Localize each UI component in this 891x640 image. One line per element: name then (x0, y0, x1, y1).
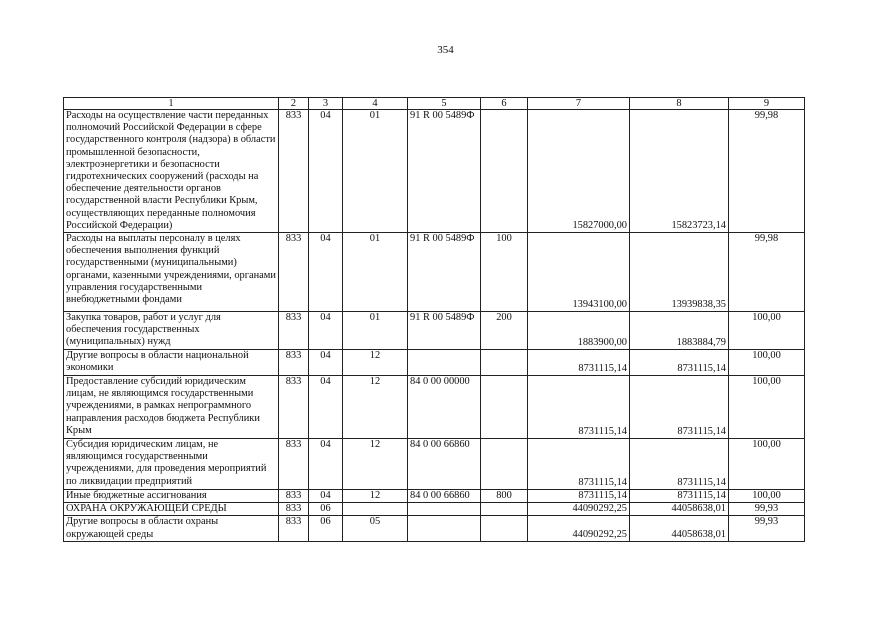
subsection-code: 01 (343, 233, 408, 312)
row-name: Расходы на осуществление части переданных полномочий Российской Федерации в сфере государственного контроля (надзора) в области промышленной безопасности, электроэнергетики и безопасности гидротехнических сооружений (расходы на обеспечение деятельности органов государственной власти Республики Крым, осуществляющих переданные полномочия Российской Федерации) (64, 110, 279, 233)
planned-amount: 8731115,14 (528, 376, 630, 439)
execution-percent: 100,00 (729, 376, 805, 439)
executed-amount: 13939838,35 (630, 233, 729, 312)
target-article-code: 84 0 00 66860 (408, 490, 481, 503)
row-name: Другие вопросы в области охраны окружающей среды (64, 516, 279, 542)
execution-percent: 99,93 (729, 503, 805, 516)
ministry-code: 833 (279, 490, 309, 503)
executed-amount: 15823723,14 (630, 110, 729, 233)
target-article-code: 91 R 00 5489Ф (408, 110, 481, 233)
execution-percent: 100,00 (729, 439, 805, 490)
executed-amount: 8731115,14 (630, 350, 729, 376)
expense-type-code (481, 350, 528, 376)
header-cell: 9 (729, 98, 805, 110)
execution-percent: 100,00 (729, 312, 805, 350)
expense-type-code (481, 516, 528, 542)
budget-table (63, 97, 805, 542)
section-code: 04 (309, 312, 343, 350)
executed-amount: 8731115,14 (630, 490, 729, 503)
header-cell: 7 (528, 98, 630, 110)
planned-amount: 13943100,00 (528, 233, 630, 312)
planned-amount: 8731115,14 (528, 490, 630, 503)
target-article-code: 84 0 00 00000 (408, 376, 481, 439)
row-name: Предоставление субсидий юридическим лицам, не являющимся государственными учреждениями, в рамках непрограммного направления расходов бюджета Республики Крым (64, 376, 279, 439)
expense-type-code (481, 503, 528, 516)
table-row (64, 312, 805, 350)
target-article-code: 91 R 00 5489Ф (408, 312, 481, 350)
header-cell: 5 (408, 98, 481, 110)
table-row (64, 516, 805, 542)
target-article-code: 91 R 00 5489Ф (408, 233, 481, 312)
header-cell: 3 (309, 98, 343, 110)
planned-amount: 15827000,00 (528, 110, 630, 233)
target-article-code (408, 516, 481, 542)
header-cell: 4 (343, 98, 408, 110)
subsection-code: 12 (343, 439, 408, 490)
header-cell: 2 (279, 98, 309, 110)
section-code: 04 (309, 490, 343, 503)
subsection-code (343, 503, 408, 516)
executed-amount: 8731115,14 (630, 439, 729, 490)
section-code: 04 (309, 110, 343, 233)
header-cell: 6 (481, 98, 528, 110)
row-name: Расходы на выплаты персоналу в целях обеспечения выполнения функций государственными (муниципальными) органами, казенными учреждениями, органами управления государственными внебюджетными фондами (64, 233, 279, 312)
ministry-code: 833 (279, 312, 309, 350)
row-name: Другие вопросы в области национальной экономики (64, 350, 279, 376)
table-row (64, 110, 805, 233)
table-row (64, 439, 805, 490)
expense-type-code: 800 (481, 490, 528, 503)
planned-amount: 8731115,14 (528, 439, 630, 490)
subsection-code: 12 (343, 376, 408, 439)
expense-type-code (481, 439, 528, 490)
table-row (64, 350, 805, 376)
row-name: Закупка товаров, работ и услуг для обеспечения государственных (муниципальных) нужд (64, 312, 279, 350)
page-number: 354 (437, 44, 454, 56)
section-code: 06 (309, 516, 343, 542)
header-cell: 1 (64, 98, 279, 110)
section-code: 04 (309, 350, 343, 376)
execution-percent: 99,93 (729, 516, 805, 542)
ministry-code: 833 (279, 350, 309, 376)
target-article-code (408, 350, 481, 376)
subsection-code: 12 (343, 490, 408, 503)
table-row (64, 490, 805, 503)
planned-amount: 44090292,25 (528, 503, 630, 516)
planned-amount: 1883900,00 (528, 312, 630, 350)
subsection-code: 12 (343, 350, 408, 376)
target-article-code (408, 503, 481, 516)
subsection-code: 01 (343, 110, 408, 233)
executed-amount: 44058638,01 (630, 503, 729, 516)
executed-amount: 8731115,14 (630, 376, 729, 439)
table-row (64, 233, 805, 312)
expense-type-code: 200 (481, 312, 528, 350)
execution-percent: 99,98 (729, 110, 805, 233)
row-name: ОХРАНА ОКРУЖАЮЩЕЙ СРЕДЫ (64, 503, 279, 516)
ministry-code: 833 (279, 503, 309, 516)
planned-amount: 44090292,25 (528, 516, 630, 542)
ministry-code: 833 (279, 439, 309, 490)
ministry-code: 833 (279, 376, 309, 439)
executed-amount: 1883884,79 (630, 312, 729, 350)
execution-percent: 99,98 (729, 233, 805, 312)
expense-type-code (481, 110, 528, 233)
section-code: 04 (309, 439, 343, 490)
row-name: Иные бюджетные ассигнования (64, 490, 279, 503)
header-cell: 8 (630, 98, 729, 110)
ministry-code: 833 (279, 233, 309, 312)
section-code: 04 (309, 376, 343, 439)
expense-type-code: 100 (481, 233, 528, 312)
table-row (64, 503, 805, 516)
subsection-code: 01 (343, 312, 408, 350)
executed-amount: 44058638,01 (630, 516, 729, 542)
row-name: Субсидия юридическим лицам, не являющимся государственными учреждениями, для проведения мероприятий по ликвидации предприятий (64, 439, 279, 490)
subsection-code: 05 (343, 516, 408, 542)
section-code: 04 (309, 233, 343, 312)
target-article-code: 84 0 00 66860 (408, 439, 481, 490)
table-row (64, 376, 805, 439)
ministry-code: 833 (279, 110, 309, 233)
expense-type-code (481, 376, 528, 439)
planned-amount: 8731115,14 (528, 350, 630, 376)
ministry-code: 833 (279, 516, 309, 542)
execution-percent: 100,00 (729, 350, 805, 376)
column-number-row (64, 98, 805, 110)
section-code: 06 (309, 503, 343, 516)
execution-percent: 100,00 (729, 490, 805, 503)
